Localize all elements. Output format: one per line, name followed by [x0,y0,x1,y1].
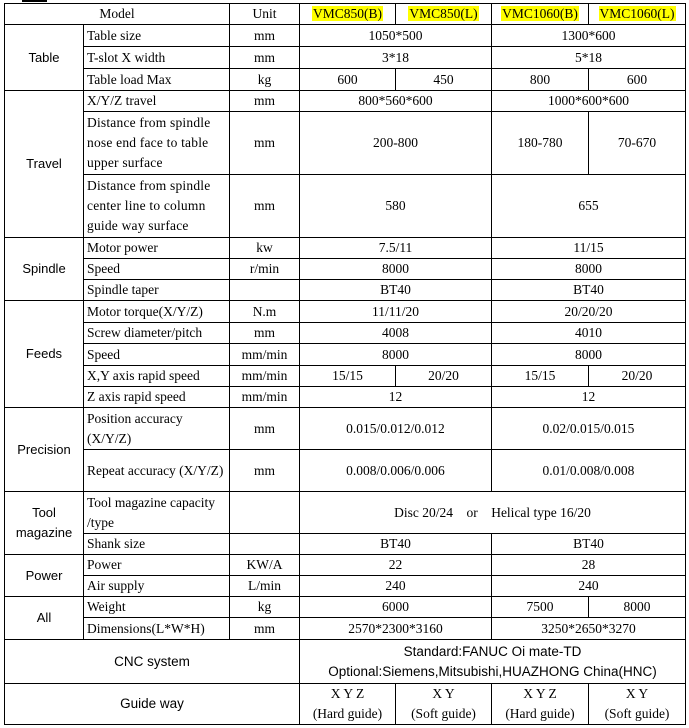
unit-cell: mm [230,618,300,640]
value-1060: BT40 [492,534,686,555]
unit-cell [230,280,300,301]
group-tool-magazine [5,492,84,555]
guide-cell-850l [396,684,492,725]
value-1060l: 20/20 [589,366,686,387]
value-1060l: 70-670 [589,112,686,175]
value-1060: 20/20/20 [492,301,686,323]
group-feeds: Feeds [5,301,84,408]
table-row [5,492,686,534]
unit-cell: mm [230,408,300,450]
header-model-1 [300,4,396,25]
value-850l: 450 [396,69,492,91]
guide-type: (Hard guide) [505,706,575,721]
table-row [5,47,686,69]
value-1060: BT40 [492,280,686,301]
value-850: 1050*500 [300,25,492,47]
value-1060: 4010 [492,323,686,344]
item-label: Table size [84,25,230,47]
group-label-line: magazine [15,525,73,540]
guide-cell-1060b [492,684,589,725]
value-850: 3*18 [300,47,492,69]
unit-cell: mm/min [230,344,300,366]
guide-type: (Soft guide) [411,706,476,721]
value-850: 800*560*600 [300,91,492,112]
cnc-system-value [300,640,686,684]
item-label: Spindle taper [84,280,230,301]
table-row [5,301,686,323]
item-label: Dimensions(L*W*H) [84,618,230,640]
model-label: VMC1060(L) [599,6,675,21]
guide-axes: X Y [625,686,649,701]
table-row [5,91,686,112]
value-1060b: 180-780 [492,112,589,175]
item-label: Tool magazine capacity /type [84,492,230,534]
header-model-4 [589,4,686,25]
group-label-line: Tool [32,505,56,520]
value-1060b: 7500 [492,597,589,618]
table-row [5,323,686,344]
guide-cell-850b [300,684,396,725]
header-model: Model [5,4,230,25]
table-row [5,597,686,618]
item-label: Power [84,555,230,576]
header-row [5,4,686,25]
item-label: Distance from spindle center line to column guide way surface [84,175,230,238]
item-label: Repeat accuracy (X/Y/Z) [84,450,230,492]
item-label: Weight [84,597,230,618]
top-rule-mark [22,0,47,2]
item-label: T-slot X width [84,47,230,69]
unit-cell: r/min [230,259,300,280]
value-1060: 5*18 [492,47,686,69]
item-label: Speed [84,344,230,366]
value-850b: 600 [300,69,396,91]
value-1060: 12 [492,387,686,408]
value-1060b: 800 [492,69,589,91]
value-1060l: 8000 [589,597,686,618]
unit-cell: mm [230,112,300,175]
item-label: Position accuracy (X/Y/Z) [84,408,230,450]
value-1060: 1000*600*600 [492,91,686,112]
value-1060: 11/15 [492,238,686,259]
value-850l: 20/20 [396,366,492,387]
value-850: 8000 [300,259,492,280]
cnc-optional: Optional:Siemens,Mitsubishi,HUAZHONG China(HNC) [328,663,657,679]
unit-cell: mm [230,25,300,47]
guide-way-label: Guide way [5,684,300,725]
item-label: Screw diameter/pitch [84,323,230,344]
table-row [5,640,686,684]
item-label: Table load Max [84,69,230,91]
unit-cell: L/min [230,576,300,597]
guide-type: (Hard guide) [312,706,383,721]
table-row [5,259,686,280]
value-850: 7.5/11 [300,238,492,259]
header-unit: Unit [230,4,300,25]
table-row [5,69,686,91]
unit-cell [230,492,300,534]
unit-cell [230,534,300,555]
value-1060: 0.02/0.015/0.015 [492,408,686,450]
table-row [5,684,686,725]
value-1060: 8000 [492,259,686,280]
table-row [5,618,686,640]
table-row [5,534,686,555]
value-850: 0.008/0.006/0.006 [300,450,492,492]
guide-axes: X Y Z [330,686,365,701]
value-850: 6000 [300,597,492,618]
table-row [5,555,686,576]
value-850: 12 [300,387,492,408]
header-model-3 [492,4,589,25]
unit-cell: N.m [230,301,300,323]
cnc-system-label: CNC system [5,640,300,684]
value-850: 240 [300,576,492,597]
value-850: 200-800 [300,112,492,175]
unit-cell: mm [230,91,300,112]
table-row [5,366,686,387]
spec-table [4,3,686,725]
item-label: Motor power [84,238,230,259]
value-850b: 15/15 [300,366,396,387]
value-850: 4008 [300,323,492,344]
item-label: Shank size [84,534,230,555]
item-label: Speed [84,259,230,280]
item-label: X,Y axis rapid speed [84,366,230,387]
group-travel: Travel [5,91,84,238]
model-label: VMC850(L) [409,6,478,21]
guide-type: (Soft guide) [604,706,670,721]
item-label: X/Y/Z travel [84,91,230,112]
value-850: 0.015/0.012/0.012 [300,408,492,450]
value-850: 22 [300,555,492,576]
value-1060: 8000 [492,344,686,366]
group-all: All [5,597,84,640]
value-1060: 1300*600 [492,25,686,47]
value-850: 11/11/20 [300,301,492,323]
cnc-standard: Standard:FANUC Oi mate-TD [403,643,582,659]
value-850: 580 [300,175,492,238]
table-row [5,450,686,492]
unit-cell: KW/A [230,555,300,576]
table-row [5,25,686,47]
unit-cell: mm [230,47,300,69]
value-1060b: 15/15 [492,366,589,387]
table-row [5,112,686,175]
value-850: 2570*2300*3160 [300,618,492,640]
value-1060: 0.01/0.008/0.008 [492,450,686,492]
guide-axes: X Y Z [523,686,557,701]
group-spindle: Spindle [5,238,84,301]
item-label: Air supply [84,576,230,597]
value-1060: 240 [492,576,686,597]
table-row [5,408,686,450]
model-label: VMC850(B) [312,6,382,21]
model-label: VMC1060(B) [502,6,578,21]
group-table: Table [5,25,84,91]
unit-cell: kw [230,238,300,259]
value-850: BT40 [300,534,492,555]
value-all: Disc 20/24 or Helical type 16/20 [300,492,686,534]
guide-cell-1060l [589,684,686,725]
table-row [5,280,686,301]
unit-cell: kg [230,597,300,618]
value-1060: 3250*2650*3270 [492,618,686,640]
table-row [5,576,686,597]
item-label: Z axis rapid speed [84,387,230,408]
group-power: Power [5,555,84,597]
item-label: Motor torque(X/Y/Z) [84,301,230,323]
value-1060l: 600 [589,69,686,91]
group-precision: Precision [5,408,84,492]
value-850: 8000 [300,344,492,366]
value-850: BT40 [300,280,492,301]
value-1060: 655 [492,175,686,238]
unit-cell: mm [230,450,300,492]
unit-cell: kg [230,69,300,91]
unit-cell: mm [230,323,300,344]
table-row [5,387,686,408]
item-label: Distance from spindle nose end face to table upper surface [84,112,230,175]
unit-cell: mm/min [230,366,300,387]
unit-cell: mm/min [230,387,300,408]
table-row [5,238,686,259]
value-1060: 28 [492,555,686,576]
table-row [5,175,686,238]
table-row [5,344,686,366]
header-model-2 [396,4,492,25]
unit-cell: mm [230,175,300,238]
guide-axes: X Y [432,686,455,701]
